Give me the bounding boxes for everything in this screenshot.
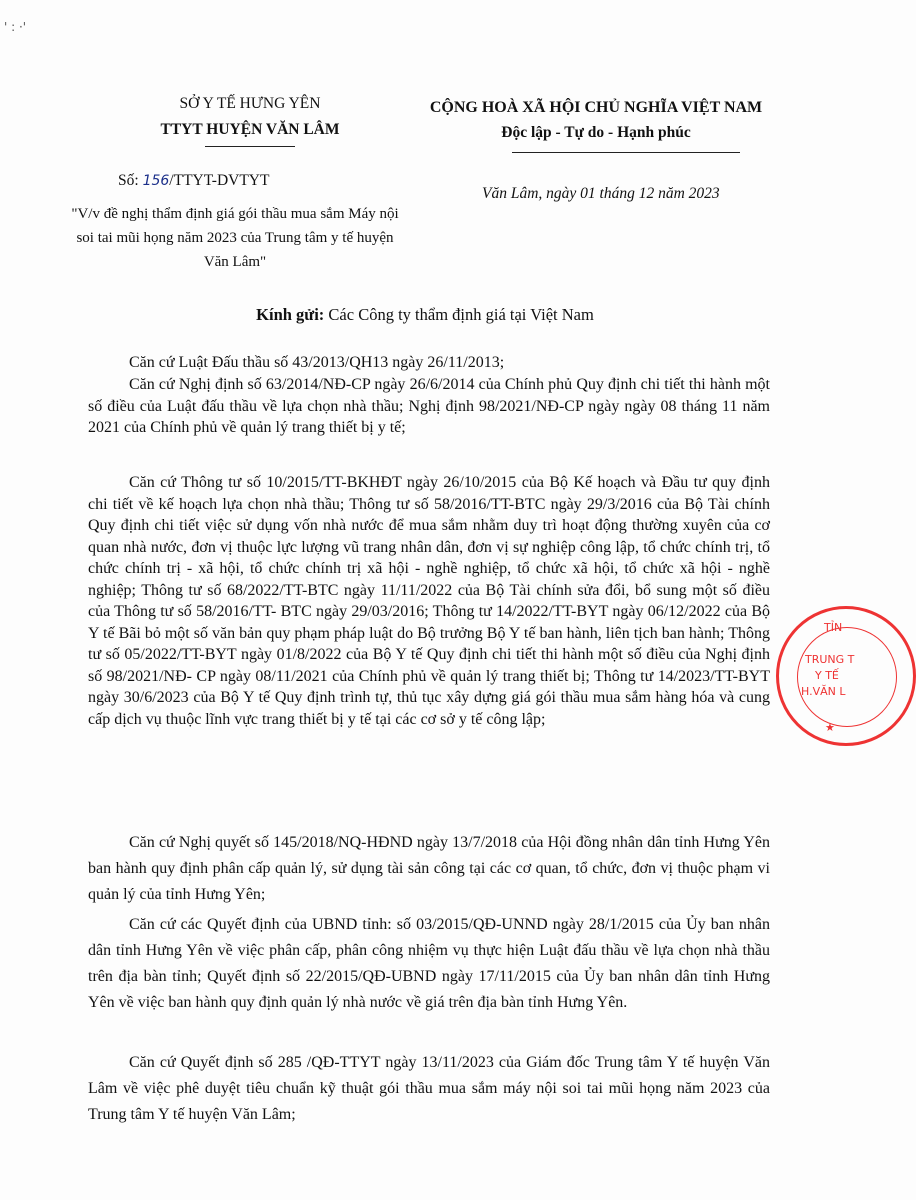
- legal-basis-paragraph-3: Căn cứ Thông tư số 10/2015/TT-BKHĐT ngày 26/10/2015 của Bộ Kế hoạch và Đầu tư quy định chi tiết về kế hoạch lựa chọn nhà thầu; Thông tư số 58/2016/TT-BTC ngày 29/3/2016 của Bộ Tài chính Quy định chi tiết việc sử dụng vốn nhà nước để mua sắm nhằm duy trì hoạt động thường xuyên của cơ quan nhà nước, đơn vị thuộc lực lượng vũ trang nhân dân, đơn vị sự nghiệp công lập, tổ chức chính trị, tổ chức chính trị - xã hội, tổ chức chính trị xã hội - nghề nghiệp, tổ chức xã hội, tổ chức xã hội - nghề nghiệp; Thông tư số 68/2022/TT-BTC ngày 11/11/2022 của Bộ Tài chính sửa đổi, bổ sung một số điều của Thông tư số 58/2016/TT- BTC ngày 29/03/2016; Thông tư 14/2022/TT-BYT ngày 06/12/2022 của Bộ Y tế Bãi bỏ một số văn bản quy phạm pháp luật do Bộ trưởng Bộ Y tế ban hành, liên tịch ban hành; Thông tư số 05/2022/TT-BYT ngày 01/8/2022 của Bộ Y tế Quy định chi tiết thi hành một số điều của Nghị định số 98/2021/NĐ- CP ngày 08/11/2021 của Chính phủ về quản lý trang thiết bị; Thông tư 14/2023/TT-BYT ngày 30/6/2023 của Bộ Y tế Quy định trình tự, thủ tục xây dựng giá gói thầu mua sắm hàng hóa và cung cấp dịch vụ thuộc lĩnh vực trang thiết bị y tế tại các cơ sở y tế công lập;: [88, 474, 770, 728]
- legal-basis-paragraph-4: Căn cứ Nghị quyết số 145/2018/NQ-HĐND ngày 13/7/2018 của Hội đồng nhân dân tỉnh Hưng Yên ban hành quy định phân cấp quản lý, sử dụng tài sản công tại các cơ quan, tổ chức, đơn vị thuộc phạm vi quản lý của tỉnh Hưng Yên;: [88, 834, 770, 903]
- organization-underline: [205, 146, 295, 147]
- recipient-text: Các Công ty thẩm định giá tại Việt Nam: [324, 305, 594, 324]
- document-number: [118, 172, 269, 190]
- legal-basis-paragraph-5: Căn cứ các Quyết định của UBND tỉnh: số 03/2015/QĐ-UNND ngày 28/1/2015 của Ủy ban nhân dân tỉnh Hưng Yên về việc phân cấp, phân công nhiệm vụ thực hiện Luật đấu thầu về lựa chọn nhà thầu trên địa bàn tỉnh; Quyết định số 22/2015/QĐ-UBND ngày 17/11/2015 của Ủy ban nhân dân tỉnh Hưng Yên về việc ban hành quy định quản lý nhà nước về giá trên địa bàn tỉnh Hưng Yên.: [88, 916, 770, 1011]
- place-and-date: Văn Lâm, ngày 01 tháng 12 năm 2023: [482, 185, 720, 202]
- seal-star-icon: ★: [825, 721, 835, 734]
- parent-organization: SỞ Y TẾ HƯNG YÊN: [179, 95, 321, 112]
- seal-inner-ring: [797, 627, 897, 727]
- recipient-label: Kính gửi:: [256, 305, 325, 324]
- handwritten-number: 156: [142, 173, 170, 189]
- document-number-suffix: /TTYT-DVTYT: [169, 172, 270, 189]
- organization-name: TTYT HUYỆN VĂN LÂM: [160, 121, 340, 138]
- document-subject: "V/v đề nghị thẩm định giá gói thầu mua sắm Máy nội soi tai mũi họng năm 2023 của Trung tâm y tế huyện Văn Lâm": [71, 206, 399, 270]
- legal-basis-paragraph-2: Căn cứ Nghị định số 63/2014/NĐ-CP ngày 26/6/2014 của Chính phủ Quy định chi tiết thi hành một số điều của Luật đấu thầu về lựa chọn nhà thầu; Nghị định 98/2021/NĐ-CP ngày ngày 08 tháng 11 năm 2021 của Chính phủ về quản lý trang thiết bị y tế;: [88, 376, 770, 436]
- seal-line-2: Y TẾ: [815, 669, 839, 682]
- seal-line-1: TRUNG T: [805, 653, 855, 666]
- document-number-label: Số:: [118, 172, 143, 189]
- recipient-line: [65, 305, 785, 325]
- national-title: CỘNG HOÀ XÃ HỘI CHỦ NGHĨA VIỆT NAM: [429, 99, 763, 116]
- scan-margin-mark: ' : ·': [4, 20, 27, 34]
- seal-line-3: H.VĂN L: [801, 685, 846, 698]
- red-stamp-seal: [776, 606, 916, 746]
- legal-basis-paragraph-1: Căn cứ Luật Đấu thầu số 43/2013/QH13 ngày 26/11/2013;: [129, 354, 505, 371]
- seal-top-text: TỈN: [824, 621, 843, 634]
- national-motto: Độc lập - Tự do - Hạnh phúc: [501, 124, 691, 141]
- motto-underline: [512, 152, 740, 153]
- legal-basis-paragraph-6: Căn cứ Quyết định số 285 /QĐ-TTYT ngày 13/11/2023 của Giám đốc Trung tâm Y tế huyện Văn Lâm về việc phê duyệt tiêu chuẩn kỹ thuật gói thầu mua sắm máy nội soi tai mũi họng năm 2023 của Trung tâm Y tế huyện Văn Lâm;: [88, 1054, 770, 1123]
